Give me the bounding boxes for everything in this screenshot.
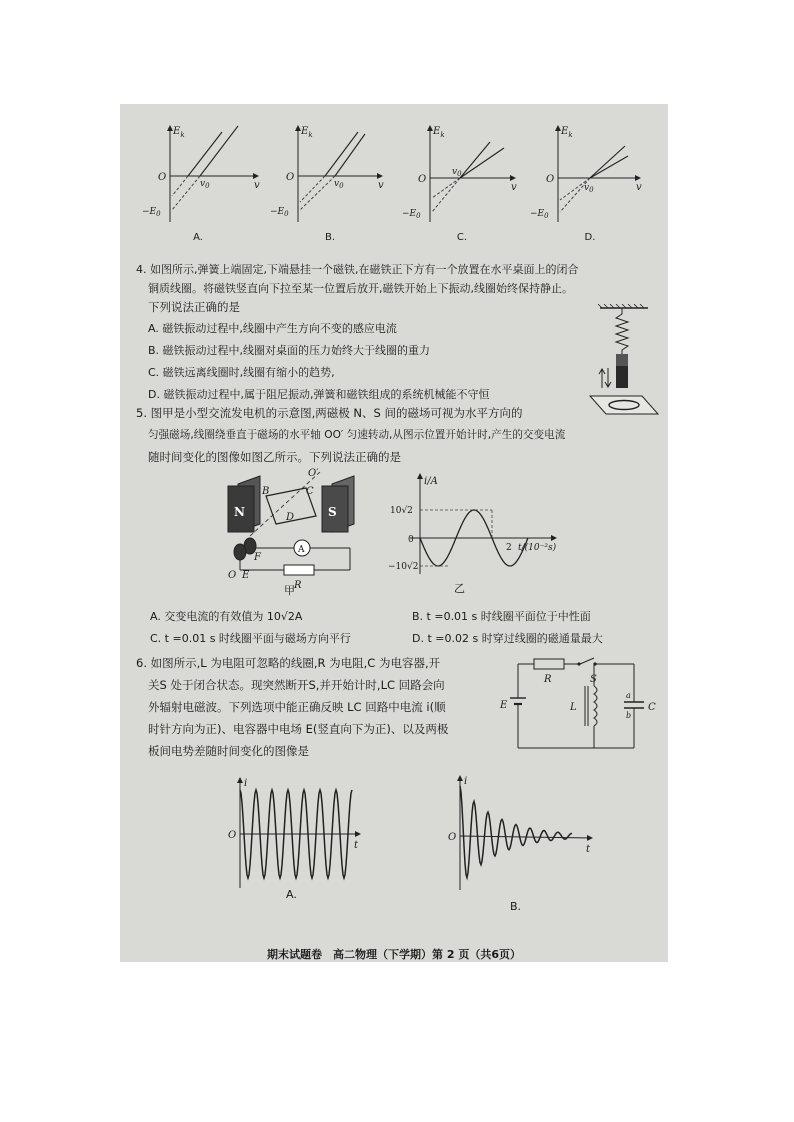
q5-point-e: E xyxy=(242,570,250,581)
q3b-origin: O xyxy=(286,172,295,183)
q3a-origin: O xyxy=(158,172,167,183)
q5-coil-d: D xyxy=(286,512,295,523)
q6-inductor-l: L xyxy=(570,702,577,713)
q5-graph-y-min: −10√2 xyxy=(388,562,419,572)
q5-graph-x-tick: 2 xyxy=(506,543,512,553)
q5-stem-line-2: 匀强磁场,线圈绕垂直于磁场的水平轴 OO′ 匀速转动,从图示位置开始计时,产生的交变电流 xyxy=(148,429,566,441)
q5-stem-line-1: 5. 图甲是小型交流发电机的示意图,两磁极 N、S 间的磁场可视为水平方向的 xyxy=(136,406,523,420)
q3-graph-d xyxy=(530,126,642,222)
q6-capacitor-c: C xyxy=(648,702,656,713)
q5-brush-f: F xyxy=(254,552,261,563)
q6-stem-line-2: 关S 处于闭合状态。现突然断开S,并开始计时,LC 回路会向 xyxy=(148,678,445,692)
q3-option-b-label: B. xyxy=(324,232,336,243)
q6-lc-circuit xyxy=(498,652,664,756)
q5-graph-zero: 0 xyxy=(408,535,414,545)
q6b-x-label: t xyxy=(586,844,591,855)
q6-plate-a: a xyxy=(626,691,631,700)
q5-axis-o-prime: O′ xyxy=(308,468,319,479)
q6-plate-b: b xyxy=(626,711,632,720)
q3d-minus-e0: $-E_0$ xyxy=(530,209,549,220)
q3a-v0: $v_0$ xyxy=(200,179,210,190)
exam-page xyxy=(120,104,668,962)
q5-current-time-graph xyxy=(388,468,568,578)
q3c-v0: $v_0$ xyxy=(452,167,462,178)
q6-stem-line-5: 板间电势差随时间变化的图像是 xyxy=(148,744,309,758)
q5-north-pole: N xyxy=(234,505,245,519)
q3a-minus-e0: $-E_0$ xyxy=(142,207,161,218)
q5-resistor-r: R xyxy=(294,580,302,591)
q3d-y-label: $E_k$ xyxy=(561,126,573,139)
q5-stem-line-3: 随时间变化的图像如图乙所示。下列说法正确的是 xyxy=(148,450,401,464)
q3c-x-label: v xyxy=(511,182,517,193)
q3-graph-a xyxy=(142,126,260,222)
q4-stem-line-2: 铜质线圈。将磁铁竖直向下拉至某一位置后放开,磁铁开始上下振动,线圈始终保持静止。 xyxy=(148,282,573,295)
q4-option-b[interactable]: B. 磁铁振动过程中,线圈对桌面的压力始终大于线圈的重力 xyxy=(148,344,431,357)
q5-fig-jia-caption: 甲 xyxy=(284,584,295,597)
q4-stem-line-1: 4. 如图所示,弹簧上端固定,下端悬挂一个磁铁,在磁铁正下方有一个放置在水平桌面上的闭合 xyxy=(136,263,579,276)
q5-generator-figure xyxy=(220,466,380,596)
q3a-y-label: $E_k$ xyxy=(173,126,185,139)
q5-option-b[interactable]: B. t =0.01 s 时线圈平面位于中性面 xyxy=(412,610,591,623)
q4-option-d[interactable]: D. 磁铁振动过程中,属于阻尼振动,弹簧和磁铁组成的系统机械能不守恒 xyxy=(148,388,490,401)
q6-option-b-label[interactable]: B. xyxy=(510,900,522,913)
q4-spring-magnet-figure xyxy=(582,304,662,416)
q5-option-a[interactable]: A. 交变电流的有效值为 10√2A xyxy=(150,610,303,623)
q5-coil-b: B xyxy=(262,486,270,497)
q4-option-c[interactable]: C. 磁铁远离线圈时,线圈有缩小的趋势, xyxy=(148,366,335,379)
q5-south-pole: S xyxy=(328,505,337,519)
q6b-origin: O xyxy=(448,832,457,843)
q6-stem-line-1: 6. 如图所示,L 为电阻可忽略的线圈,R 为电阻,C 为电容器,开 xyxy=(136,656,441,670)
q5-fig-yi-caption: 乙 xyxy=(454,582,465,595)
q5-option-d[interactable]: D. t =0.02 s 时穿过线圈的磁通量最大 xyxy=(412,632,603,645)
q6b-y-label: i xyxy=(464,776,468,787)
q6-battery-e: E xyxy=(500,700,508,711)
q3b-y-label: $E_k$ xyxy=(301,126,313,139)
q5-ammeter: A xyxy=(298,545,305,555)
q5-graph-y-max: 10√2 xyxy=(390,506,413,516)
q6a-origin: O xyxy=(228,830,237,841)
q6-stem-line-3: 外辐射电磁波。下列选项中能正确反映 LC 回路中电流 i(顺 xyxy=(148,700,446,714)
q6-stem-line-4: 时针方向为正)、电容器中电场 E(竖直向下为正)、以及两极 xyxy=(148,722,449,736)
q3c-y-label: $E_k$ xyxy=(433,126,445,139)
q3-option-a-label: A. xyxy=(193,232,203,243)
q6-graph-b xyxy=(440,772,600,896)
q6-graph-a xyxy=(220,772,370,892)
q5-option-c[interactable]: C. t =0.01 s 时线圈平面与磁场方向平行 xyxy=(150,632,351,645)
q5-graph-y-label: i/A xyxy=(424,476,438,487)
q6a-y-label: i xyxy=(244,778,248,789)
q3-graph-c xyxy=(402,126,517,222)
q6a-x-label: t xyxy=(354,840,359,851)
q5-point-o: O xyxy=(228,570,237,581)
q3d-v0: $v_0$ xyxy=(584,183,594,194)
q6-option-a-label[interactable]: A. xyxy=(286,888,297,901)
q4-option-a[interactable]: A. 磁铁振动过程中,线圈中产生方向不变的感应电流 xyxy=(148,322,397,335)
q3-option-d-label: D. xyxy=(584,232,596,243)
q6-resistor-r: R xyxy=(544,674,552,685)
q3c-minus-e0: $-E_0$ xyxy=(402,209,421,220)
q3d-origin: O xyxy=(546,174,555,185)
q3a-x-label: v xyxy=(254,180,260,191)
q3b-v0: $v_0$ xyxy=(334,179,344,190)
q3b-minus-e0: $-E_0$ xyxy=(270,207,289,218)
page-footer: 期末试题卷 高二物理（下学期）第 2 页（共6页） xyxy=(267,948,521,961)
q3b-x-label: v xyxy=(378,180,384,191)
q3d-x-label: v xyxy=(636,182,642,193)
q3c-origin: O xyxy=(418,174,427,185)
q5-graph-x-label: t/(10⁻²s) xyxy=(518,543,557,553)
q5-coil-c: C xyxy=(306,486,314,497)
q6-switch-s: S xyxy=(590,674,597,685)
q3-graph-b xyxy=(270,126,384,222)
q3-option-c-label: C. xyxy=(456,232,468,243)
q4-stem-line-3: 下列说法正确的是 xyxy=(148,300,240,314)
